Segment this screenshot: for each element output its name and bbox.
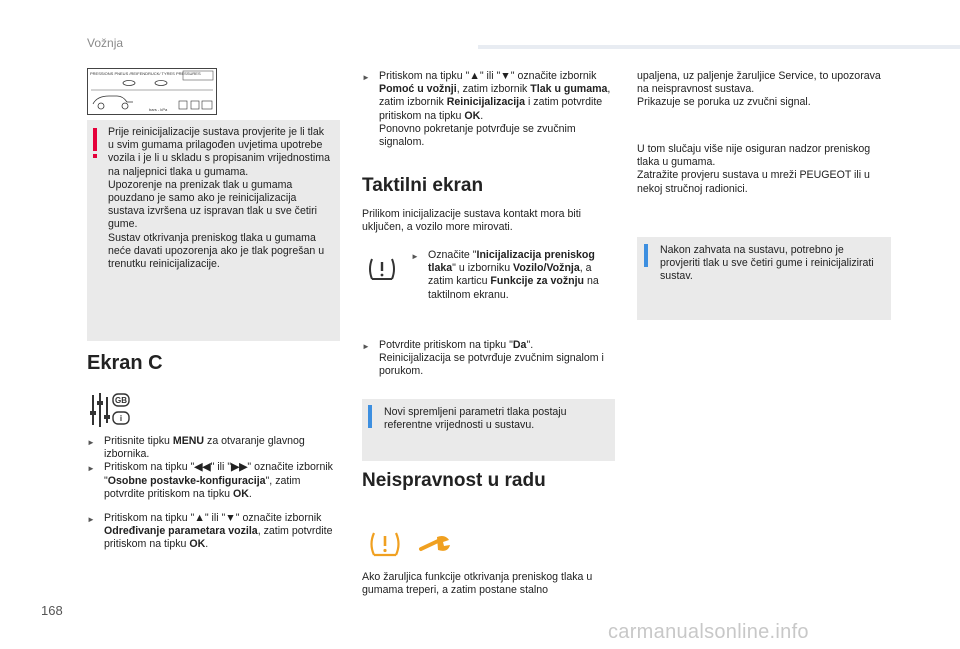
touch-intro: Prilikom inicijalizacije sustava kontakt mora biti uključen, a vozilo more mirovati. bbox=[362, 208, 582, 234]
heading-neispravnost: Neispravnost u radu bbox=[362, 470, 546, 491]
page-number: 168 bbox=[41, 603, 63, 618]
heading-taktilni-ekran: Taktilni ekran bbox=[362, 175, 484, 196]
section-title: Vožnja bbox=[87, 36, 124, 50]
tire-label-bottom: bars - kPa bbox=[149, 107, 168, 112]
fast-forward-icon: ▶▶ bbox=[231, 461, 248, 474]
info-text-col2: Novi spremljeni parametri tlaka postaju referentne vrijednosti u sustavu. bbox=[384, 406, 567, 432]
list-item: ► Pritisnite tipku MENU za otvaranje glavnog izbornika. bbox=[87, 435, 305, 461]
tire-pressure-warning-icon bbox=[368, 530, 402, 558]
up-arrow-icon: ▲ bbox=[194, 512, 205, 525]
warning-exclamation-dot bbox=[93, 154, 97, 158]
touch-steps-1 bbox=[411, 249, 616, 302]
tire-label-top: PRESSIONS PNEUS /REIFENDRUCK/ TYRES PRESSURES bbox=[90, 71, 201, 76]
rewind-icon: ◀◀ bbox=[194, 461, 211, 474]
warning-text: Prije reinicijalizacije sustava provjerite je li tlak u svim gumama prilagođen uvjetima upotrebe vozila i je li u skladu s propisanim vrijednostima na naljepnici tlaka u gumama. Upozorenje na prenizak tlak u gumama pouzdano je samo ako je reinicijalizacija sustava izvršena uz ispravan tlak u sve četiri gume. Sustav otkrivanja preniskog tlaka u gumama neće davati upozorenja ako je tlak pogrešan u trenutku reinicijalizacije. bbox=[108, 126, 330, 271]
info-icon bbox=[368, 405, 372, 428]
badge-i: i bbox=[119, 414, 123, 423]
up-arrow-icon: ▲ bbox=[469, 70, 480, 82]
tire-pressure-warning-icon bbox=[367, 256, 397, 282]
bullet-arrow-icon: ► bbox=[87, 438, 95, 447]
warning-exclamation-icon bbox=[93, 128, 97, 151]
down-arrow-icon: ▼ bbox=[225, 512, 236, 525]
touch-steps-2 bbox=[362, 339, 617, 379]
list-item: ► Pritiskom na tipku "◀◀" ili "▶▶" označite izbornik "Osobne postavke-konfiguracija", zatim potvrdite pritiskom na tipku OK. bbox=[87, 461, 333, 500]
fault-text-cont: upaljena, uz paljenje žaruljice Service, to upozorava na neispravnost sustava. Prikazuje se poruka uz zvučni signal. bbox=[637, 70, 881, 109]
badge-gb: GB bbox=[115, 396, 127, 405]
tire-pressure-label-image bbox=[87, 68, 217, 115]
list-item: ► Označite "Inicijalizacija preniskog tlaka" u izborniku Vozilo/Vožnja, a zatim karticu Funkcije za vožnju na taktilnom ekranu. bbox=[411, 249, 599, 301]
bullet-arrow-icon: ► bbox=[411, 252, 419, 261]
info-icon bbox=[644, 244, 648, 267]
settings-sliders-icon bbox=[87, 391, 132, 429]
bullet-arrow-icon: ► bbox=[87, 515, 95, 525]
info-text-col3: Nakon zahvata na sustavu, potrebno je provjeriti tlak u sve četiri gume i reinicijalizirati sustav. bbox=[660, 244, 874, 283]
list-item: ► Pritiskom na tipku "▲" ili "▼" označite izbornik Određivanje parametara vozila, zatim potvrdite pritiskom na tipku OK. bbox=[87, 512, 333, 551]
list-item: ► Potvrdite pritiskom na tipku "Da". Reinicijalizacija se potvrđuje zvučnim signalom i porukom. bbox=[362, 339, 604, 378]
fault-advice: U tom slučaju više nije osiguran nadzor preniskog tlaka u gumama. Zatražite provjeru sustava u mreži PEUGEOT ili u nekoj stručnoj radionici. bbox=[637, 143, 871, 195]
bullet-arrow-icon: ► bbox=[362, 73, 370, 82]
ekran-c-steps bbox=[87, 435, 342, 552]
bullet-arrow-icon: ► bbox=[362, 342, 370, 351]
watermark: carmanualsonline.info bbox=[608, 621, 809, 643]
header-divider bbox=[478, 45, 960, 49]
menu-steps bbox=[362, 70, 617, 149]
heading-ekran-c: Ekran C bbox=[87, 352, 163, 374]
list-item: ► Pritiskom na tipku "▲" ili "▼" označite izbornik Pomoć u vožnji, zatim izbornik Tlak u gumama, zatim izbornik Reinicijalizacija i zatim potvrdite pritiskom na tipku OK. Ponovno pokretanje potvrđuje se zvučnim signalom. bbox=[362, 70, 611, 149]
wrench-service-icon bbox=[418, 533, 452, 555]
down-arrow-icon: ▼ bbox=[500, 70, 511, 82]
bullet-arrow-icon: ► bbox=[87, 464, 95, 474]
fault-text: Ako žaruljica funkcije otkrivanja preniskog tlaka u gumama treperi, a zatim postane stalno bbox=[362, 571, 593, 597]
